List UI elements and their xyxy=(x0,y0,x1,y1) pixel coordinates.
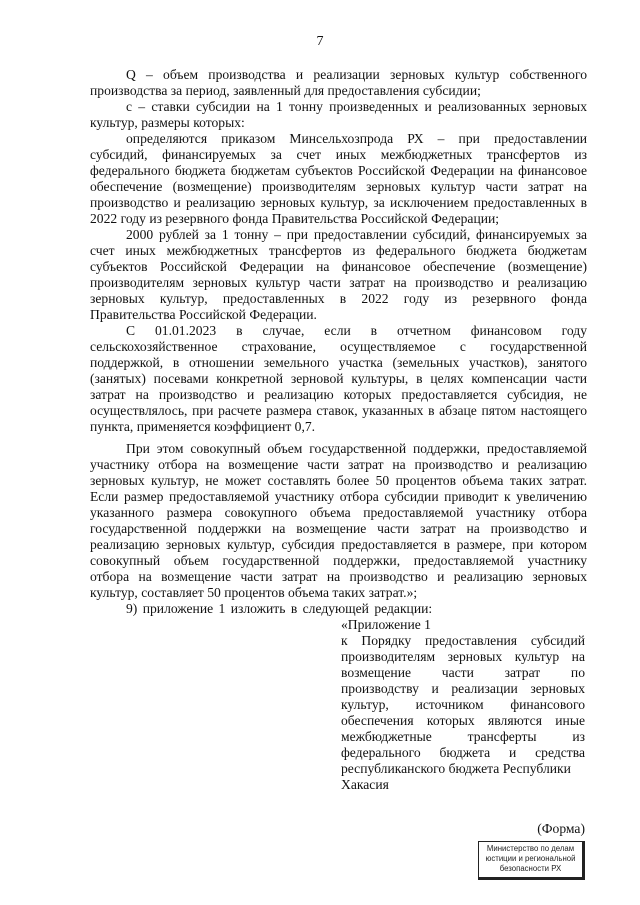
body-line: федерального бюджета бюджетам субъектов Российской Федерации на финансовое xyxy=(90,163,587,178)
body-line: совокупный объем государственной поддержки, предоставляемой участнику xyxy=(90,553,587,568)
body-line: участнику отбора на возмещение части затрат на производство и реализацию xyxy=(90,457,587,472)
forma-label: (Форма) xyxy=(537,821,585,836)
body-line: Q – объем производства и реализации зерновых культур собственного xyxy=(126,67,587,82)
body-line: зерновых культур, предоставленных в 2022 году из резервного фонда xyxy=(90,291,587,306)
body-line: (занятых) посевами конкретной зерновой культуры, в целях компенсации части xyxy=(90,371,587,386)
body-line: Если размер предоставляемой участнику отбора субсидии приводит к увеличению xyxy=(90,489,587,504)
body-line: субъектов Российской Федерации на финансовое обеспечение (возмещение) xyxy=(90,259,587,274)
body-line: государственной поддержки на возмещение части затрат на производство и xyxy=(90,521,587,536)
body-line: производителям зерновых культур части затрат на производство и реализацию xyxy=(90,275,587,290)
body-line: указанного размера совокупного объема предоставляемой участнику отбора xyxy=(90,505,587,520)
body-line: реализацию зерновых культур, субсидия предоставляется в размере, при котором xyxy=(90,537,587,552)
body-line: поддержкой, в отношении земельного участка (земельных участков), занятого xyxy=(90,355,587,370)
annex-line: возмещение части затрат по xyxy=(341,665,585,680)
annex-line: производству и реализации зерновых xyxy=(341,681,585,696)
body-line: культур, составляет 50 процентов объема таких затрат.»; xyxy=(90,585,418,600)
annex-line: межбюджетные трансферты из xyxy=(341,729,585,744)
annex-line: культур, источником финансового xyxy=(341,697,585,712)
stamp-line: безопасности РХ xyxy=(499,864,562,873)
body-line: обеспечение (возмещение) производителям зерновых культур части затрат на xyxy=(90,179,587,194)
annex-line: к Порядку предоставления субсидий xyxy=(341,633,585,648)
annex-line: республиканского бюджета Республики xyxy=(341,761,571,776)
body-line: 2022 году из резервного фонда Правительства Российской Федерации; xyxy=(90,211,500,226)
body-line: При этом совокупный объем государственной поддержки, предоставляемой xyxy=(126,441,587,456)
body-line: культур, размеры которых: xyxy=(90,115,245,130)
page-number: 7 xyxy=(316,34,324,49)
annex-line: Хакасия xyxy=(341,777,389,792)
stamp-line: Министерство по делам xyxy=(486,844,575,853)
body-line: определяются приказом Минсельхозпрода РХ – при предоставлении xyxy=(126,131,587,146)
annex-line: «Приложение 1 xyxy=(341,617,431,632)
body-line: пункта, применяется коэффициент 0,7. xyxy=(90,419,316,434)
body-line: субсидий, финансируемых за счет иных межбюджетных трансфертов из xyxy=(90,147,587,162)
body-line: Правительства Российской Федерации. xyxy=(90,307,317,322)
ministry-stamp xyxy=(478,841,585,880)
body-line: c – ставки субсидии на 1 тонну произведенных и реализованных зерновых xyxy=(126,99,587,114)
body-line: С 01.01.2023 в случае, если в отчетном финансовом году xyxy=(126,323,587,338)
body-line: осуществлялось, при расчете размера ставок, указанных в абзаце пятом настоящего xyxy=(90,403,587,418)
body-line: сельскохозяйственное страхование, осуществляемое с государственной xyxy=(90,339,587,354)
annex-line: обеспечения которых являются иные xyxy=(341,713,585,728)
annex-line: производителям зерновых культур на xyxy=(341,649,585,664)
body-line: производство и реализацию зерновых культур, за исключением предоставленных в xyxy=(90,195,587,210)
body-line: производства за период, заявленный для предоставления субсидии; xyxy=(90,83,481,98)
annex-line: федерального бюджета и средства xyxy=(341,745,585,760)
body-line: 2000 рублей за 1 тонну – при предоставлении субсидий, финансируемых за xyxy=(126,227,587,242)
body-line: затрат на производство и реализацию которых предоставляется субсидия, не xyxy=(90,387,587,402)
body-line: зерновых культур, не может составлять более 50 процентов объема таких затрат. xyxy=(90,473,587,488)
body-line: счет иных межбюджетных трансфертов из федерального бюджета бюджетам xyxy=(90,243,587,258)
body-line: отбора на возмещение части затрат на производство и реализацию зерновых xyxy=(90,569,587,584)
body-line-item-9: 9) приложение 1 изложить в следующей редакции: xyxy=(126,601,433,616)
stamp-line: юстиции и региональной xyxy=(485,854,576,863)
